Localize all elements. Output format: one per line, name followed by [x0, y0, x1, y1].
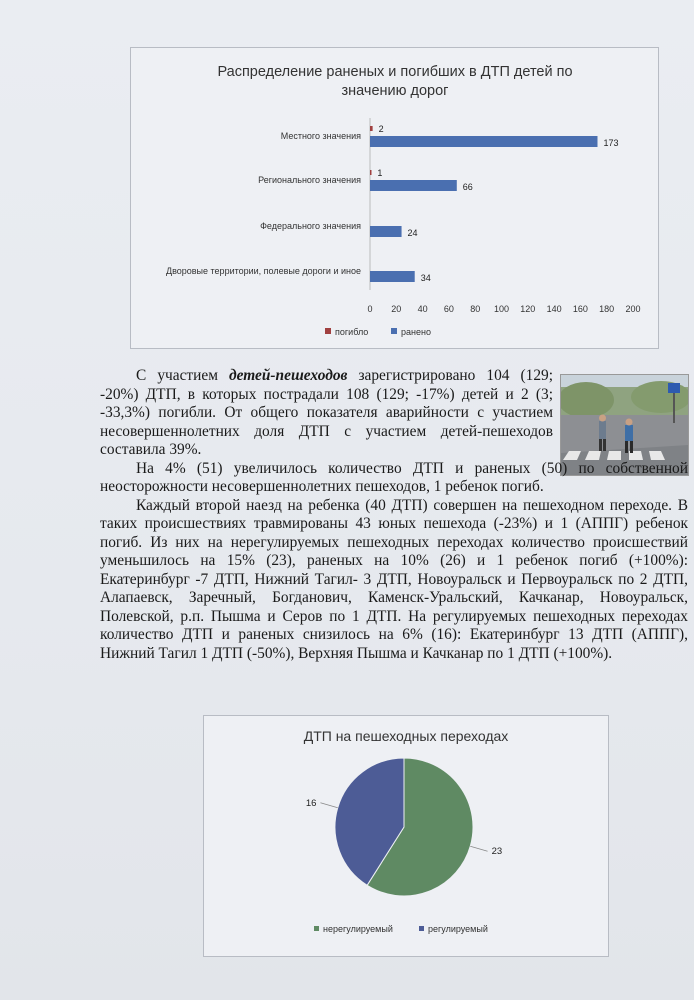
bar-x-tick-label: 120 [520, 304, 536, 314]
legend-unregulated-label: нерегулируемый [323, 924, 393, 934]
bar-chart-frame [130, 47, 659, 349]
pie-value-label: 16 [305, 797, 317, 809]
paragraph-own-carelessness: На 4% (51) увеличилось количество ДТП и раненых (50) по собственной неосторожности несовершеннолетних пешеходов, 1 ребенок погиб. [100, 459, 688, 495]
bar-injured [370, 226, 402, 237]
legend-injured-label: ранено [401, 327, 431, 337]
paragraph-crossings: Каждый второй наезд на ребенка (40 ДТП) совершен на пешеходном переходе. В таких происшествиях травмированы 43 юных пешехода (-23%) и 1 (АППГ) ребенок погиб. Из них на нерегулируемых пешеходных переходах количество происшествий уменьшилось на 15% (23), раненых на 10% (26) и 1 ребенок погиб (+100%): Екатеринбург -7 ДТП, Нижний Тагил- 3 ДТП, Новоуральск и Первоуральск по 2 ДТП, Алапаевск, Заречный, Богданович, Каменск-Уральский, Качканар, Новоуральск, Полевской, р.п. Пышма и Серов по 1 ДТП. На регулируемых пешеходных переходах количество ДТП и раненых снизилось на 6% (16): Екатеринбург 13 ДТП (АППГ), Нижний Тагил 1 ДТП (-50%), Верхняя Пышма и Качканар по 1 ДТП (+100%). [100, 496, 688, 662]
bar-injured [370, 136, 597, 147]
bar-x-tick-label: 200 [625, 304, 641, 314]
paragraph-1-rest: зарегистрировано 104 (129; -20%) ДТП, в которых пострадали 108 (129; -17%) детей и 2 (3; -33,3%) погибли. От общего показателя аварийности с участием несовершеннолетних доля ДТП с участием детей-пешеходов составила 39%. [100, 367, 554, 458]
pie-value-label: 23 [491, 846, 503, 858]
bar-injured [370, 271, 415, 282]
bar-x-tick-label: 80 [470, 304, 481, 314]
bar-chart-legend [325, 327, 431, 337]
bar-x-tick-label: 160 [572, 304, 588, 314]
pie-chart [204, 716, 608, 956]
paragraph-1-start: С участием [136, 367, 229, 384]
bar-chart-title-line1: Распределение раненых и погибших в ДТП детей по [217, 64, 573, 80]
bar-category-label: Регионального значения [258, 175, 361, 185]
bar-x-tick-label: 20 [391, 304, 402, 314]
bar-killed-value-label: 1 [377, 168, 383, 178]
bar-injured-value-label: 173 [603, 138, 619, 148]
bar-chart-title-line2: значению дорог [341, 83, 449, 99]
legend-regulated-swatch [419, 926, 424, 931]
bar-category-label: Местного значения [280, 131, 361, 141]
bar-x-tick-label: 180 [599, 304, 615, 314]
legend-killed-label: погибло [335, 327, 369, 337]
bar-x-tick-label: 60 [443, 304, 454, 314]
pie-chart-legend [314, 924, 488, 934]
legend-killed-swatch [325, 328, 331, 334]
bar-injured-value-label: 24 [407, 228, 418, 238]
pie-leader-line [470, 846, 487, 851]
bar-killed [370, 126, 373, 131]
bar-killed [370, 170, 372, 175]
pie-leader-line [320, 803, 337, 808]
bar-injured [370, 180, 457, 191]
legend-regulated-label: регулируемый [428, 924, 488, 934]
bar-category-label: Дворовые территории, полевые дороги и иное [165, 266, 361, 276]
paragraph-child-pedestrians [100, 367, 553, 460]
bar-category-label: Федерального значения [260, 221, 361, 231]
pie-chart-frame [203, 715, 609, 957]
legend-injured-swatch [391, 328, 397, 334]
body-text [100, 367, 688, 663]
bar-injured-value-label: 34 [420, 273, 431, 283]
bar-x-tick-label: 0 [367, 304, 373, 314]
bar-x-tick-label: 40 [417, 304, 428, 314]
emphasis-child-pedestrians: детей-пешеходов [229, 367, 348, 384]
pie-chart-title: ДТП на пешеходных переходах [303, 728, 509, 744]
bar-x-tick-label: 100 [493, 304, 510, 314]
bar-chart [131, 48, 658, 348]
legend-unregulated-swatch [314, 926, 319, 931]
bar-x-tick-label: 140 [546, 304, 562, 314]
bar-killed-value-label: 2 [378, 124, 384, 134]
bar-injured-value-label: 66 [462, 182, 473, 192]
